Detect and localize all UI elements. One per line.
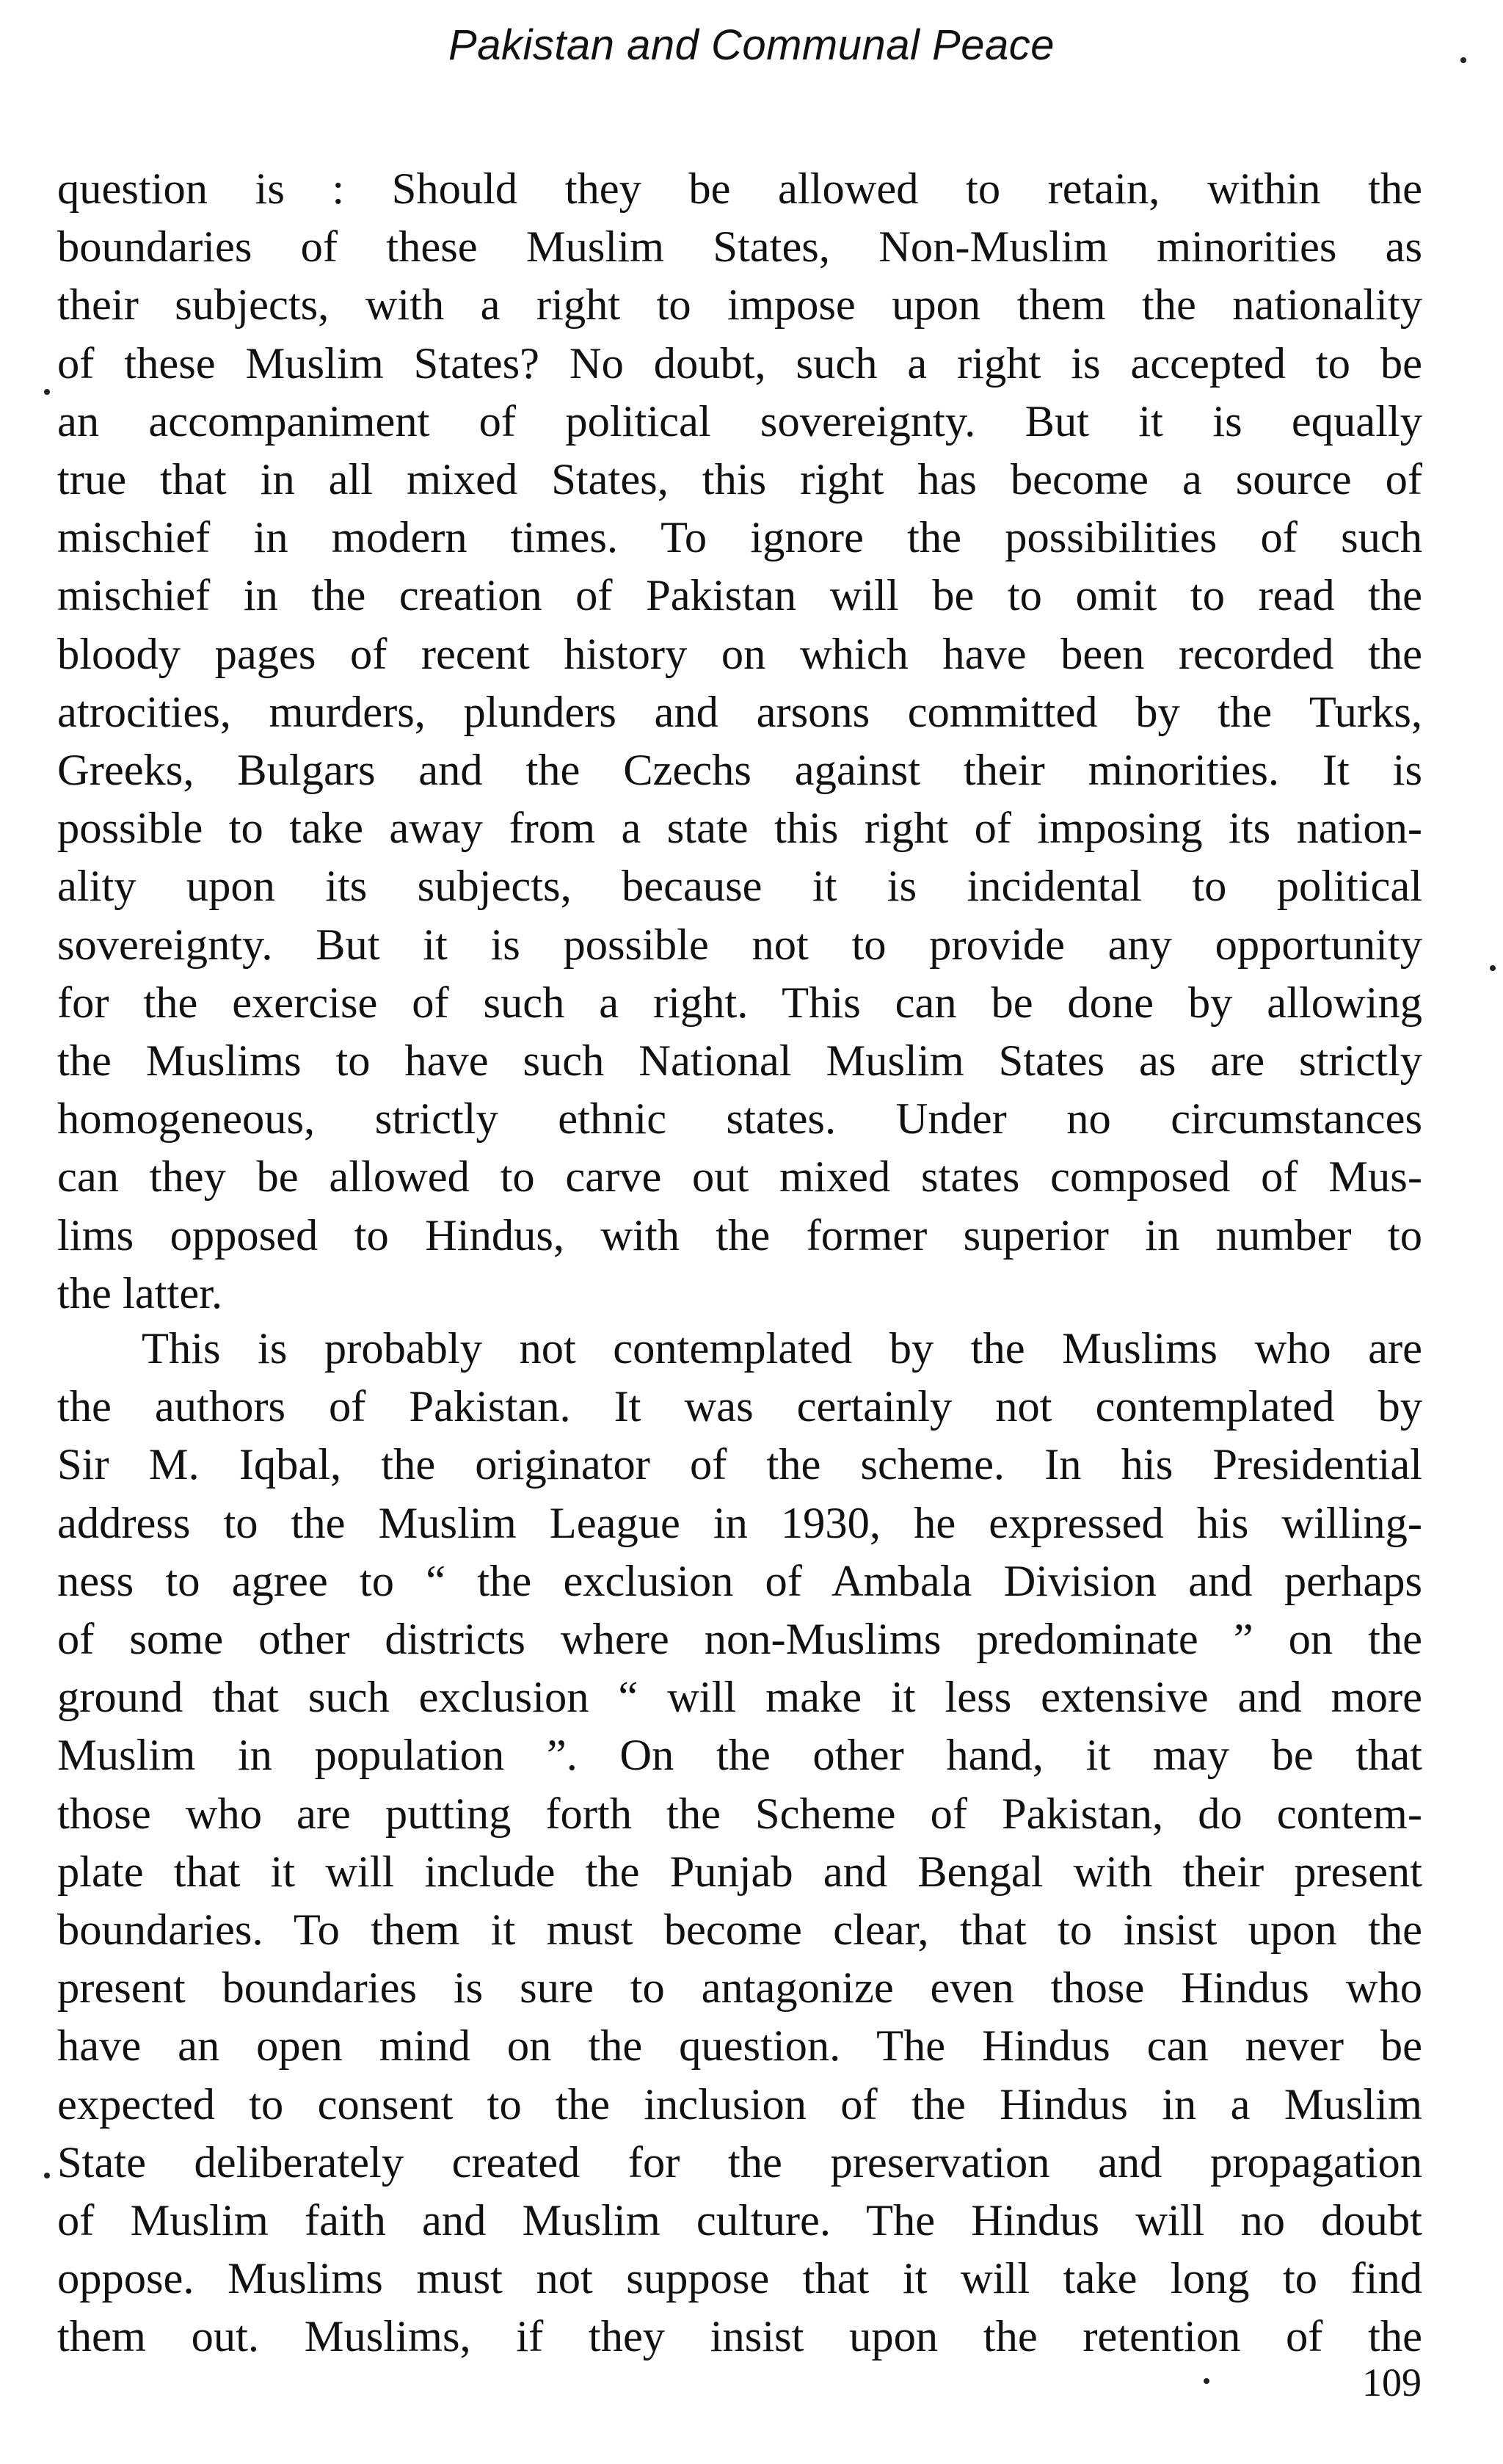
text-line: their subjects, with a right to impose upon them the nationality [57, 280, 1422, 330]
text-line: plate that it will include the Punjab and Bengal with their present [57, 1847, 1422, 1897]
text-line: atrocities, murders, plunders and arsons committed by the Turks, [57, 687, 1422, 737]
text-line: the authors of Pakistan. It was certainly not contemplated by [57, 1382, 1422, 1432]
text-line: present boundaries is sure to antagonize even those Hindus who [57, 1963, 1422, 2013]
page-number: 109 [1362, 2361, 1422, 2405]
text-line: those who are putting forth the Scheme of Pakistan, do contem- [57, 1789, 1422, 1839]
text-line: of some other districts where non-Muslims predominate ” on the [57, 1615, 1422, 1665]
text-line: have an open mind on the question. The Hindus can never be [57, 2021, 1422, 2071]
text-line: ality upon its subjects, because it is incidental to political [57, 862, 1422, 912]
text-line: ground that such exclusion “ will make it less extensive and more [57, 1673, 1422, 1723]
scan-speck [1490, 965, 1496, 971]
text-line: of these Muslim States? No doubt, such a right is accepted to be [57, 338, 1422, 388]
running-head: Pakistan and Communal Peace [448, 21, 1055, 69]
text-line: the latter. [57, 1268, 223, 1318]
text-line: Greeks, Bulgars and the Czechs against their minorities. It is [57, 746, 1422, 796]
scan-speck [44, 389, 50, 395]
text-line: true that in all mixed States, this right has become a source of [57, 455, 1422, 505]
text-line: ness to agree to “ the exclusion of Ambala Division and perhaps [57, 1556, 1422, 1606]
text-line: Sir M. Iqbal, the originator of the scheme. In his Presidential [57, 1440, 1422, 1490]
scan-speck [1460, 57, 1466, 63]
paragraph-1 [57, 160, 1422, 1323]
text-line: boundaries. To them it must become clear, that to insist upon the [57, 1905, 1422, 1955]
text-line: This is probably not contemplated by the Muslims who are [142, 1324, 1422, 1373]
scan-speck [44, 2173, 50, 2178]
text-line: the Muslims to have such National Muslim States as are strictly [57, 1036, 1422, 1086]
text-line: bloody pages of recent history on which have been recorded the [57, 629, 1422, 679]
text-line: for the exercise of such a right. This can be done by allowing [57, 978, 1422, 1028]
scan-speck [1204, 2378, 1209, 2384]
text-line: of Muslim faith and Muslim culture. The Hindus will no doubt [57, 2196, 1422, 2246]
text-line: boundaries of these Muslim States, Non-Muslim minorities as [57, 222, 1422, 272]
text-line: can they be allowed to carve out mixed states composed of Mus- [57, 1152, 1422, 1202]
text-line: oppose. Muslims must not suppose that it will take long to find [57, 2254, 1422, 2304]
paragraph-2 [57, 1320, 1422, 2366]
text-line: State deliberately created for the preservation and propagation [57, 2137, 1422, 2187]
text-line: them out. Muslims, if they insist upon the retention of the [57, 2312, 1422, 2362]
text-line: address to the Muslim League in 1930, he expressed his willing- [57, 1498, 1422, 1548]
text-line: lims opposed to Hindus, with the former superior in number to [57, 1210, 1422, 1260]
text-line: mischief in the creation of Pakistan will be to omit to read the [57, 571, 1422, 621]
text-line: question is : Should they be allowed to retain, within the [57, 164, 1422, 214]
text-line: mischief in modern times. To ignore the possibilities of such [57, 513, 1422, 563]
text-line: Muslim in population ”. On the other hand, it may be that [57, 1731, 1422, 1781]
text-line: expected to consent to the inclusion of the Hindus in a Muslim [57, 2079, 1422, 2129]
text-line: an accompaniment of political sovereignty. But it is equally [57, 396, 1422, 446]
text-line: sovereignty. But it is possible not to provide any opportunity [57, 920, 1422, 970]
text-line: possible to take away from a state this right of imposing its nation- [57, 804, 1422, 854]
text-line: homogeneous, strictly ethnic states. Under no circumstances [57, 1094, 1422, 1144]
